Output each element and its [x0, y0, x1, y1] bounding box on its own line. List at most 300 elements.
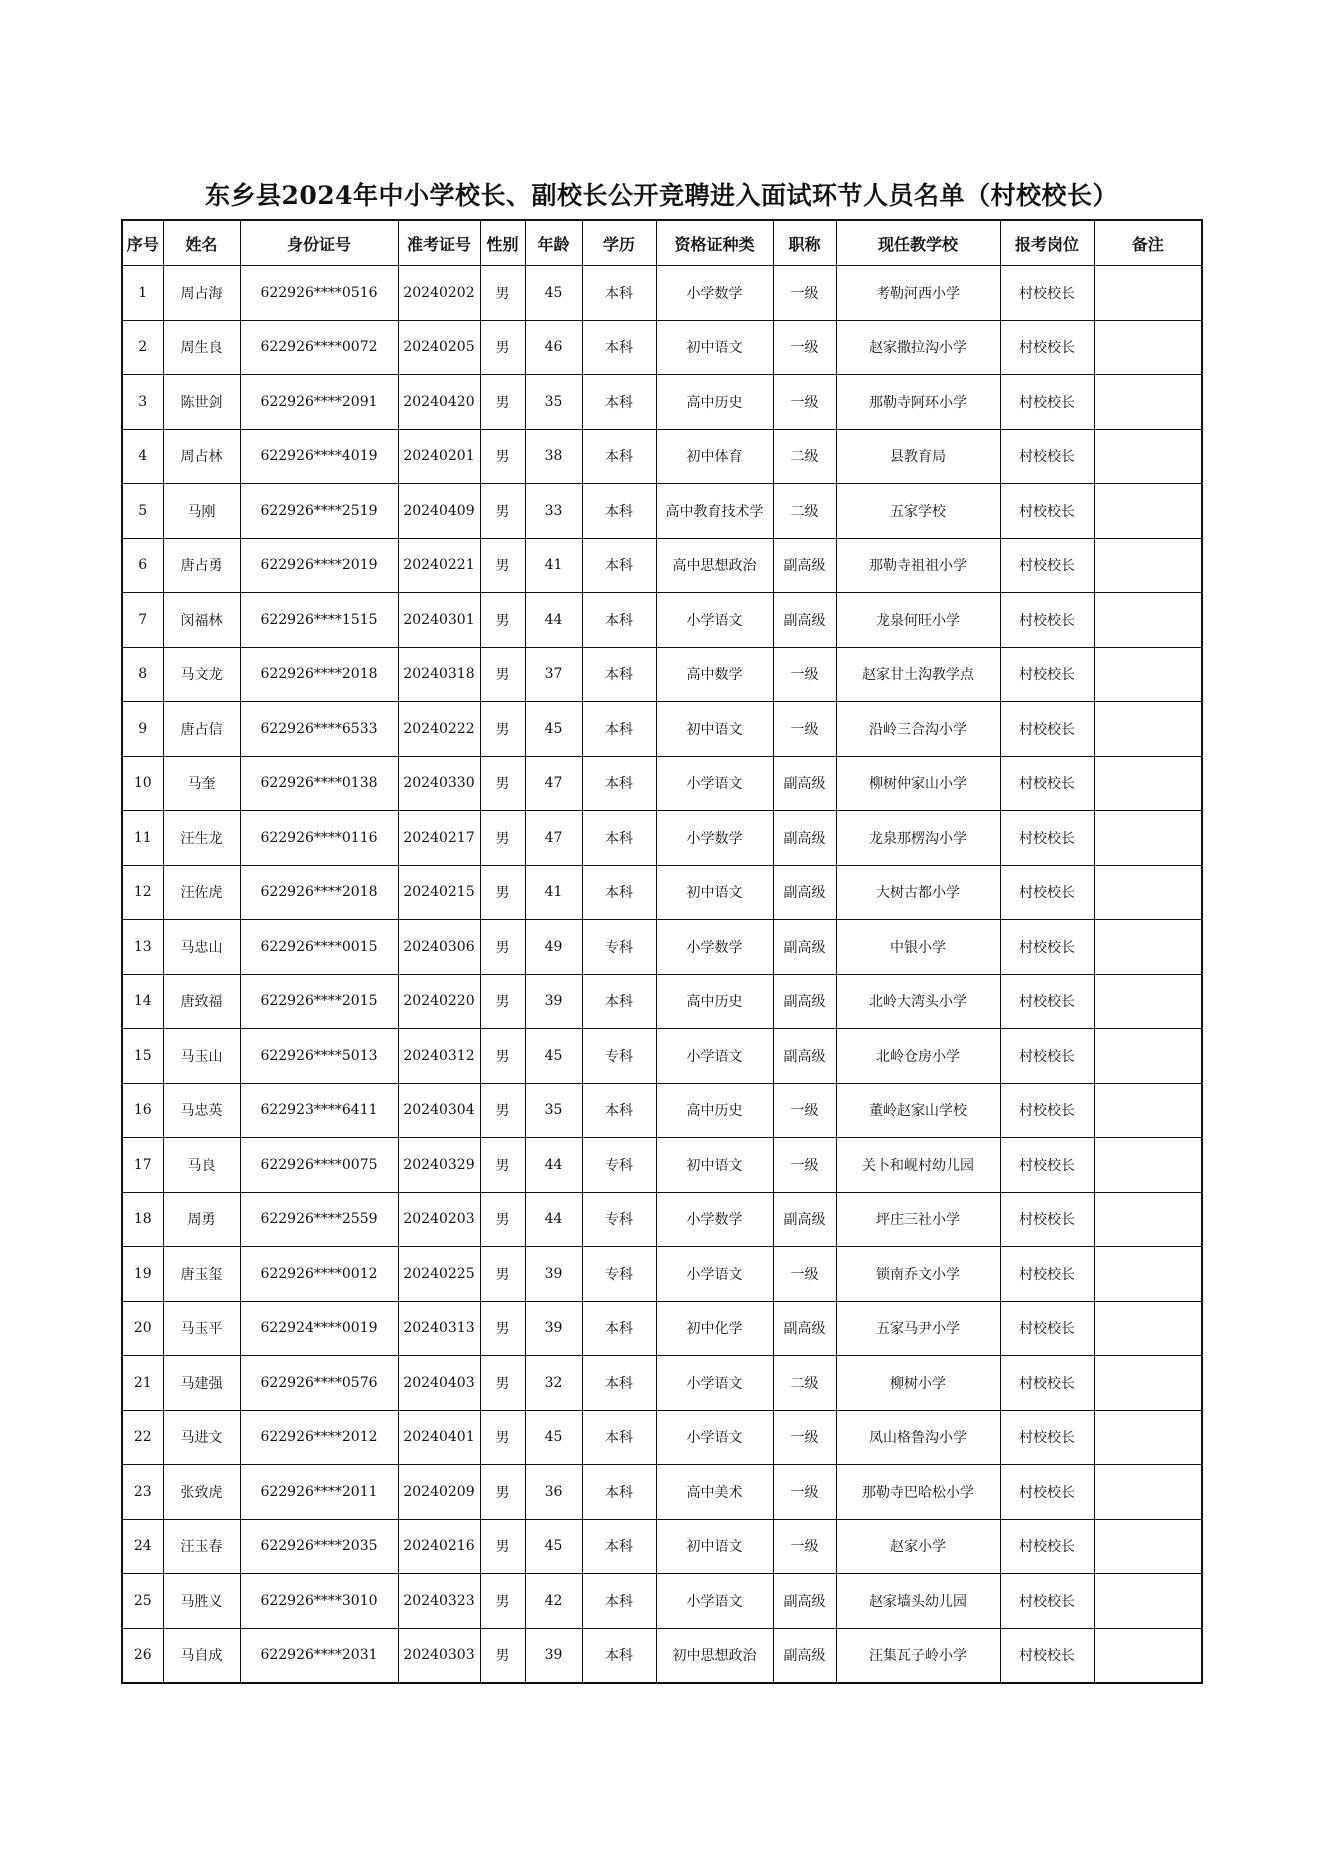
cell-title-rank: 二级 [773, 484, 836, 539]
cell-remarks [1094, 429, 1202, 484]
cell-education: 专科 [582, 1138, 656, 1193]
cell-education: 本科 [582, 1083, 656, 1138]
cell-title-rank: 副高级 [773, 1192, 836, 1247]
cell-gender: 男 [480, 1465, 525, 1520]
cell-exam-number: 20240225 [398, 1247, 480, 1302]
cell-education: 本科 [582, 375, 656, 430]
cell-education: 本科 [582, 266, 656, 321]
cell-name: 张致虎 [163, 1465, 240, 1520]
cell-exam-number: 20240216 [398, 1519, 480, 1574]
cell-title-rank: 一级 [773, 1083, 836, 1138]
candidate-table [121, 219, 1203, 1684]
cell-age: 49 [525, 920, 582, 975]
cell-age: 37 [525, 647, 582, 702]
cell-current-school: 龙泉那楞沟小学 [836, 811, 1000, 866]
cell-index: 7 [122, 593, 163, 648]
table-body [122, 266, 1202, 1684]
col-header-certificate: 资格证种类 [656, 220, 773, 266]
cell-certificate: 小学语文 [656, 1247, 773, 1302]
table-row [122, 647, 1202, 702]
col-header-id-number: 身份证号 [240, 220, 398, 266]
cell-gender: 男 [480, 1083, 525, 1138]
col-header-education: 学历 [582, 220, 656, 266]
cell-age: 45 [525, 1519, 582, 1574]
cell-exam-number: 20240318 [398, 647, 480, 702]
cell-index: 17 [122, 1138, 163, 1193]
table-row [122, 1192, 1202, 1247]
cell-gender: 男 [480, 756, 525, 811]
table-row [122, 865, 1202, 920]
cell-current-school: 锁南乔文小学 [836, 1247, 1000, 1302]
cell-name: 汪佐虎 [163, 865, 240, 920]
cell-certificate: 小学语文 [656, 1029, 773, 1084]
table-row [122, 1029, 1202, 1084]
cell-current-school: 县教育局 [836, 429, 1000, 484]
cell-title-rank: 副高级 [773, 538, 836, 593]
cell-education: 本科 [582, 1519, 656, 1574]
cell-remarks [1094, 1628, 1202, 1683]
cell-age: 39 [525, 1247, 582, 1302]
cell-certificate: 初中体育 [656, 429, 773, 484]
cell-index: 26 [122, 1628, 163, 1683]
cell-position: 村校校长 [1000, 811, 1094, 866]
col-header-position: 报考岗位 [1000, 220, 1094, 266]
cell-name: 马忠英 [163, 1083, 240, 1138]
cell-id-number: 622926****1515 [240, 593, 398, 648]
cell-education: 本科 [582, 974, 656, 1029]
table-row [122, 1465, 1202, 1520]
cell-index: 20 [122, 1301, 163, 1356]
cell-gender: 男 [480, 1247, 525, 1302]
cell-current-school: 沿岭三合沟小学 [836, 702, 1000, 757]
cell-education: 本科 [582, 1301, 656, 1356]
cell-index: 11 [122, 811, 163, 866]
table-row [122, 320, 1202, 375]
cell-title-rank: 一级 [773, 1519, 836, 1574]
cell-name: 周生良 [163, 320, 240, 375]
cell-index: 14 [122, 974, 163, 1029]
cell-certificate: 初中思想政治 [656, 1628, 773, 1683]
cell-name: 陈世剑 [163, 375, 240, 430]
cell-certificate: 高中历史 [656, 375, 773, 430]
cell-education: 本科 [582, 1410, 656, 1465]
cell-title-rank: 副高级 [773, 1029, 836, 1084]
cell-position: 村校校长 [1000, 1301, 1094, 1356]
cell-certificate: 小学语文 [656, 1574, 773, 1629]
cell-gender: 男 [480, 1628, 525, 1683]
cell-age: 45 [525, 266, 582, 321]
cell-certificate: 小学数学 [656, 1192, 773, 1247]
cell-exam-number: 20240312 [398, 1029, 480, 1084]
cell-title-rank: 副高级 [773, 1574, 836, 1629]
cell-education: 本科 [582, 593, 656, 648]
table-row [122, 429, 1202, 484]
cell-id-number: 622926****2559 [240, 1192, 398, 1247]
cell-id-number: 622926****0116 [240, 811, 398, 866]
cell-age: 42 [525, 1574, 582, 1629]
cell-id-number: 622926****3010 [240, 1574, 398, 1629]
cell-remarks [1094, 756, 1202, 811]
cell-current-school: 董岭赵家山学校 [836, 1083, 1000, 1138]
cell-education: 本科 [582, 538, 656, 593]
cell-id-number: 622926****2091 [240, 375, 398, 430]
cell-id-number: 622926****2015 [240, 974, 398, 1029]
cell-current-school: 大树古都小学 [836, 865, 1000, 920]
cell-age: 47 [525, 756, 582, 811]
cell-position: 村校校长 [1000, 429, 1094, 484]
table-row [122, 484, 1202, 539]
cell-remarks [1094, 1410, 1202, 1465]
cell-index: 2 [122, 320, 163, 375]
cell-current-school: 考勒河西小学 [836, 266, 1000, 321]
cell-current-school: 赵家小学 [836, 1519, 1000, 1574]
cell-title-rank: 副高级 [773, 1301, 836, 1356]
cell-index: 21 [122, 1356, 163, 1411]
cell-education: 本科 [582, 865, 656, 920]
cell-current-school: 五家学校 [836, 484, 1000, 539]
cell-id-number: 622926****0516 [240, 266, 398, 321]
cell-name: 唐占信 [163, 702, 240, 757]
cell-id-number: 622926****0072 [240, 320, 398, 375]
cell-age: 41 [525, 538, 582, 593]
cell-title-rank: 一级 [773, 375, 836, 430]
col-header-current-school: 现任教学校 [836, 220, 1000, 266]
cell-exam-number: 20240304 [398, 1083, 480, 1138]
cell-gender: 男 [480, 1574, 525, 1629]
cell-exam-number: 20240201 [398, 429, 480, 484]
cell-id-number: 622926****0075 [240, 1138, 398, 1193]
cell-index: 18 [122, 1192, 163, 1247]
table-row [122, 1083, 1202, 1138]
cell-index: 4 [122, 429, 163, 484]
cell-index: 12 [122, 865, 163, 920]
cell-remarks [1094, 1465, 1202, 1520]
cell-certificate: 高中教育技术学 [656, 484, 773, 539]
cell-index: 8 [122, 647, 163, 702]
cell-education: 本科 [582, 1465, 656, 1520]
cell-gender: 男 [480, 1519, 525, 1574]
cell-gender: 男 [480, 974, 525, 1029]
cell-certificate: 小学语文 [656, 1356, 773, 1411]
cell-exam-number: 20240217 [398, 811, 480, 866]
cell-position: 村校校长 [1000, 1356, 1094, 1411]
cell-current-school: 北岭仓房小学 [836, 1029, 1000, 1084]
cell-certificate: 初中语文 [656, 1519, 773, 1574]
cell-remarks [1094, 865, 1202, 920]
cell-title-rank: 副高级 [773, 1628, 836, 1683]
cell-title-rank: 一级 [773, 1410, 836, 1465]
cell-exam-number: 20240403 [398, 1356, 480, 1411]
table-row [122, 375, 1202, 430]
cell-certificate: 初中语文 [656, 702, 773, 757]
cell-exam-number: 20240420 [398, 375, 480, 430]
cell-age: 44 [525, 1192, 582, 1247]
cell-age: 39 [525, 1301, 582, 1356]
cell-exam-number: 20240222 [398, 702, 480, 757]
cell-certificate: 小学语文 [656, 1410, 773, 1465]
cell-exam-number: 20240323 [398, 1574, 480, 1629]
cell-title-rank: 一级 [773, 266, 836, 321]
cell-id-number: 622926****2031 [240, 1628, 398, 1683]
cell-index: 19 [122, 1247, 163, 1302]
cell-index: 15 [122, 1029, 163, 1084]
cell-id-number: 622926****2519 [240, 484, 398, 539]
cell-name: 马文龙 [163, 647, 240, 702]
table-row [122, 1138, 1202, 1193]
cell-education: 专科 [582, 1192, 656, 1247]
cell-position: 村校校长 [1000, 320, 1094, 375]
cell-position: 村校校长 [1000, 702, 1094, 757]
cell-name: 马进文 [163, 1410, 240, 1465]
cell-current-school: 柳树小学 [836, 1356, 1000, 1411]
cell-education: 本科 [582, 811, 656, 866]
cell-name: 唐玉玺 [163, 1247, 240, 1302]
cell-position: 村校校长 [1000, 1465, 1094, 1520]
cell-current-school: 柳树仲家山小学 [836, 756, 1000, 811]
cell-name: 马玉山 [163, 1029, 240, 1084]
cell-remarks [1094, 320, 1202, 375]
cell-title-rank: 一级 [773, 1247, 836, 1302]
cell-current-school: 中银小学 [836, 920, 1000, 975]
cell-name: 唐占勇 [163, 538, 240, 593]
cell-gender: 男 [480, 1410, 525, 1465]
cell-age: 36 [525, 1465, 582, 1520]
cell-remarks [1094, 1356, 1202, 1411]
cell-age: 45 [525, 1410, 582, 1465]
cell-certificate: 初中语文 [656, 1138, 773, 1193]
document-title: 东乡县2024年中小学校长、副校长公开竞聘进入面试环节人员名单（村校校长） [204, 181, 1119, 210]
col-header-gender: 性别 [480, 220, 525, 266]
cell-education: 本科 [582, 320, 656, 375]
cell-certificate: 初中语文 [656, 865, 773, 920]
cell-gender: 男 [480, 1301, 525, 1356]
cell-education: 专科 [582, 1247, 656, 1302]
cell-exam-number: 20240215 [398, 865, 480, 920]
cell-name: 汪生龙 [163, 811, 240, 866]
table-row [122, 811, 1202, 866]
cell-age: 41 [525, 865, 582, 920]
cell-title-rank: 副高级 [773, 811, 836, 866]
cell-title-rank: 一级 [773, 1138, 836, 1193]
cell-exam-number: 20240306 [398, 920, 480, 975]
cell-current-school: 凤山格鲁沟小学 [836, 1410, 1000, 1465]
cell-gender: 男 [480, 538, 525, 593]
cell-position: 村校校长 [1000, 920, 1094, 975]
cell-exam-number: 20240301 [398, 593, 480, 648]
cell-remarks [1094, 1083, 1202, 1138]
cell-index: 6 [122, 538, 163, 593]
cell-gender: 男 [480, 1356, 525, 1411]
cell-index: 22 [122, 1410, 163, 1465]
cell-id-number: 622926****2018 [240, 647, 398, 702]
cell-gender: 男 [480, 375, 525, 430]
cell-education: 本科 [582, 1574, 656, 1629]
col-header-index: 序号 [122, 220, 163, 266]
cell-index: 9 [122, 702, 163, 757]
cell-current-school: 坪庄三社小学 [836, 1192, 1000, 1247]
cell-education: 本科 [582, 1356, 656, 1411]
cell-education: 本科 [582, 484, 656, 539]
cell-position: 村校校长 [1000, 647, 1094, 702]
cell-age: 33 [525, 484, 582, 539]
cell-gender: 男 [480, 266, 525, 321]
cell-exam-number: 20240329 [398, 1138, 480, 1193]
cell-exam-number: 20240202 [398, 266, 480, 321]
cell-title-rank: 一级 [773, 702, 836, 757]
cell-id-number: 622923****6411 [240, 1083, 398, 1138]
cell-index: 25 [122, 1574, 163, 1629]
cell-name: 唐致福 [163, 974, 240, 1029]
cell-current-school: 汪集瓦子岭小学 [836, 1628, 1000, 1683]
cell-name: 马建强 [163, 1356, 240, 1411]
cell-exam-number: 20240209 [398, 1465, 480, 1520]
cell-title-rank: 副高级 [773, 920, 836, 975]
cell-age: 32 [525, 1356, 582, 1411]
table-row [122, 593, 1202, 648]
cell-position: 村校校长 [1000, 1410, 1094, 1465]
cell-certificate: 小学数学 [656, 920, 773, 975]
cell-education: 本科 [582, 429, 656, 484]
cell-gender: 男 [480, 920, 525, 975]
cell-current-school: 那勒寺阿环小学 [836, 375, 1000, 430]
cell-remarks [1094, 375, 1202, 430]
table-row [122, 756, 1202, 811]
cell-name: 马良 [163, 1138, 240, 1193]
cell-age: 44 [525, 1138, 582, 1193]
cell-id-number: 622926****2035 [240, 1519, 398, 1574]
cell-remarks [1094, 811, 1202, 866]
cell-exam-number: 20240330 [398, 756, 480, 811]
cell-title-rank: 副高级 [773, 756, 836, 811]
cell-position: 村校校长 [1000, 1029, 1094, 1084]
cell-position: 村校校长 [1000, 593, 1094, 648]
cell-certificate: 高中历史 [656, 974, 773, 1029]
cell-title-rank: 二级 [773, 1356, 836, 1411]
cell-gender: 男 [480, 647, 525, 702]
cell-age: 38 [525, 429, 582, 484]
cell-gender: 男 [480, 593, 525, 648]
cell-education: 本科 [582, 702, 656, 757]
cell-gender: 男 [480, 1029, 525, 1084]
cell-title-rank: 一级 [773, 647, 836, 702]
table-row [122, 1410, 1202, 1465]
cell-index: 10 [122, 756, 163, 811]
cell-current-school: 赵家甘土沟教学点 [836, 647, 1000, 702]
cell-title-rank: 二级 [773, 429, 836, 484]
cell-certificate: 小学数学 [656, 811, 773, 866]
cell-title-rank: 副高级 [773, 974, 836, 1029]
cell-age: 39 [525, 1628, 582, 1683]
cell-remarks [1094, 702, 1202, 757]
cell-remarks [1094, 1301, 1202, 1356]
cell-exam-number: 20240401 [398, 1410, 480, 1465]
cell-remarks [1094, 1192, 1202, 1247]
cell-index: 16 [122, 1083, 163, 1138]
cell-current-school: 赵家撒拉沟小学 [836, 320, 1000, 375]
cell-id-number: 622926****4019 [240, 429, 398, 484]
cell-certificate: 高中历史 [656, 1083, 773, 1138]
cell-index: 24 [122, 1519, 163, 1574]
cell-position: 村校校长 [1000, 974, 1094, 1029]
cell-position: 村校校长 [1000, 266, 1094, 321]
cell-certificate: 小学语文 [656, 756, 773, 811]
col-header-name: 姓名 [163, 220, 240, 266]
cell-exam-number: 20240409 [398, 484, 480, 539]
cell-position: 村校校长 [1000, 756, 1094, 811]
cell-position: 村校校长 [1000, 1083, 1094, 1138]
cell-position: 村校校长 [1000, 1628, 1094, 1683]
cell-position: 村校校长 [1000, 375, 1094, 430]
cell-id-number: 622926****0138 [240, 756, 398, 811]
cell-age: 45 [525, 1029, 582, 1084]
cell-remarks [1094, 1029, 1202, 1084]
cell-remarks [1094, 266, 1202, 321]
cell-gender: 男 [480, 811, 525, 866]
cell-position: 村校校长 [1000, 538, 1094, 593]
cell-remarks [1094, 974, 1202, 1029]
cell-age: 46 [525, 320, 582, 375]
col-header-age: 年龄 [525, 220, 582, 266]
cell-exam-number: 20240205 [398, 320, 480, 375]
cell-index: 1 [122, 266, 163, 321]
cell-certificate: 小学数学 [656, 266, 773, 321]
cell-position: 村校校长 [1000, 1192, 1094, 1247]
cell-name: 马奎 [163, 756, 240, 811]
cell-current-school: 五家马尹小学 [836, 1301, 1000, 1356]
cell-title-rank: 副高级 [773, 593, 836, 648]
table-row [122, 974, 1202, 1029]
col-header-exam-number: 准考证号 [398, 220, 480, 266]
table-row [122, 702, 1202, 757]
cell-index: 3 [122, 375, 163, 430]
cell-name: 汪玉春 [163, 1519, 240, 1574]
cell-remarks [1094, 484, 1202, 539]
cell-current-school: 那勒寺巴哈松小学 [836, 1465, 1000, 1520]
cell-id-number: 622926****5013 [240, 1029, 398, 1084]
cell-education: 专科 [582, 920, 656, 975]
cell-id-number: 622926****6533 [240, 702, 398, 757]
cell-current-school: 那勒寺祖祖小学 [836, 538, 1000, 593]
table-row [122, 1628, 1202, 1683]
cell-remarks [1094, 1138, 1202, 1193]
col-header-remarks: 备注 [1094, 220, 1202, 266]
cell-id-number: 622926****2011 [240, 1465, 398, 1520]
cell-remarks [1094, 593, 1202, 648]
col-header-title-rank: 职称 [773, 220, 836, 266]
cell-gender: 男 [480, 1138, 525, 1193]
cell-name: 马忠山 [163, 920, 240, 975]
cell-remarks [1094, 647, 1202, 702]
cell-remarks [1094, 538, 1202, 593]
cell-position: 村校校长 [1000, 484, 1094, 539]
table-row [122, 1356, 1202, 1411]
cell-age: 39 [525, 974, 582, 1029]
cell-id-number: 622926****0015 [240, 920, 398, 975]
cell-position: 村校校长 [1000, 1247, 1094, 1302]
cell-education: 本科 [582, 647, 656, 702]
table-row [122, 1301, 1202, 1356]
cell-certificate: 高中数学 [656, 647, 773, 702]
cell-title-rank: 一级 [773, 1465, 836, 1520]
cell-current-school: 赵家墙头幼儿园 [836, 1574, 1000, 1629]
cell-age: 35 [525, 375, 582, 430]
cell-age: 44 [525, 593, 582, 648]
cell-age: 45 [525, 702, 582, 757]
cell-current-school: 龙泉何旺小学 [836, 593, 1000, 648]
cell-index: 13 [122, 920, 163, 975]
table-row [122, 1519, 1202, 1574]
cell-age: 47 [525, 811, 582, 866]
